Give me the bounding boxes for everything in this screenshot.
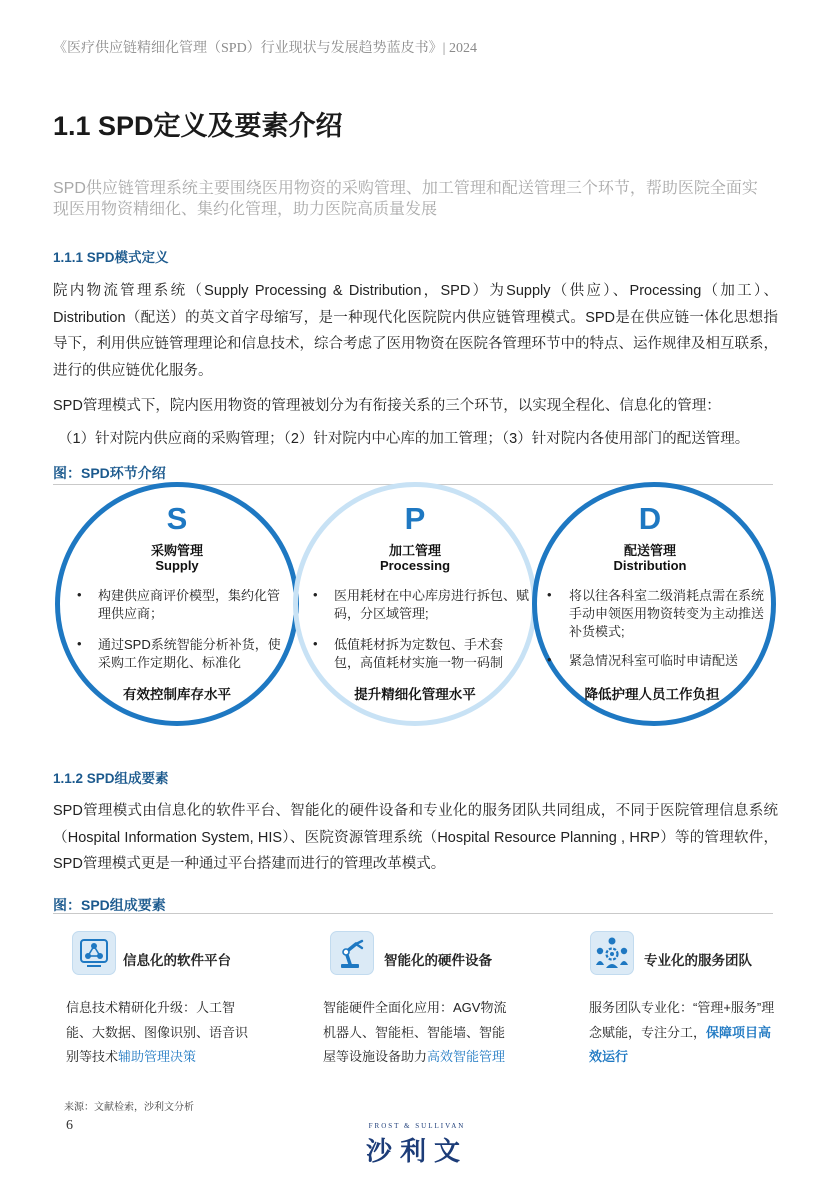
component-title-service: 专业化的服务团队 [644, 953, 752, 968]
definition-paragraph: 院内物流管理系统（Supply Processing & Distribution，SPD）为Supply（供应）、Processing（加工）、Distribution（配送）的英文首字母缩写，是一种现代化医院院内供应链管理模式。SPD是在供应链一体化思想指导下，利用供应链管理理论和信息技术，综合考虑了医用物资在医院各管理环节中的特点、运作规律及相互联系，进行的供应链优化服务。 [53, 283, 778, 379]
figure-label-spd-stages: 图：SPD环节介绍 [53, 465, 166, 481]
component-title-software: 信息化的软件平台 [123, 953, 231, 968]
bullet-text-distribution-2: 紧急情况科室可临时申请配送 [569, 653, 739, 668]
section-intro: SPD供应链管理系统主要围绕医用物资的采购管理、加工管理和配送管理三个环节，帮助医院全面实现医用物资精细化、集约化管理，助力医院高质量发展 [53, 180, 758, 218]
three-stages-paragraph: （1）针对院内供应商的采购管理；（2）针对院内中心库的加工管理；（3）针对院内各使用部门的配送管理。 [58, 431, 750, 447]
letter-p: P [404, 501, 426, 536]
stage-name-en-distribution: Distribution [613, 558, 687, 573]
letter-s: S [166, 501, 188, 536]
components-paragraph: SPD管理模式由信息化的软件平台、智能化的硬件设备和专业化的服务团队共同组成，不同于医院管理信息系统（Hospital Information System, HIS）、医院资源管理系统（Hospital Resource Planning , HRP）等的管理软件，SPD管理模式更是一种通过平台搭建而进行的管理改革模式。 [53, 803, 778, 872]
bullet-text-supply-1: 构建供应商评价模型，集约化管理供应商； [98, 588, 281, 621]
stage-outcome-supply: 有效控制库存水平 [123, 687, 231, 702]
source-note: 来源：文献检索，沙利文分析 [64, 1102, 194, 1113]
bullet-marker: • [77, 587, 82, 602]
bullet-marker: • [313, 636, 318, 651]
stage-outcome-distribution: 降低护理人员工作负担 [584, 687, 720, 702]
network-icon [72, 931, 116, 975]
figure-label-spd-components: 图：SPD组成要素 [53, 897, 166, 913]
logo-wordmark-en: FROST & SULLIVAN [368, 1122, 466, 1130]
figure-divider [53, 913, 773, 914]
bullet-text-processing-1: 医用耗材在中心库房进行拆包、赋码，分区域管理; [334, 588, 530, 621]
team-icon [590, 931, 634, 975]
robot-arm-icon [330, 931, 374, 975]
component-desc-text: 信息技术精研化升级：人工智能、大数据、图像识别、语音识别等技术 [66, 1000, 249, 1064]
section-title: 1.1 SPD定义及要素介绍 [53, 111, 343, 141]
bullet-marker: • [313, 587, 318, 602]
bullet-text-distribution-1: 将以往各科室二级消耗点需在系统手动申领医用物资转变为主动推送补货模式; [569, 588, 765, 639]
running-header: 《医疗供应链精细化管理（SPD）行业现状与发展趋势蓝皮书》| 2024 [53, 41, 477, 56]
subsection-heading-components: 1.1.2 SPD组成要素 [53, 771, 169, 786]
bullet-text-supply-2: 通过SPD系统智能分析补货，使采购工作定期化、标准化 [98, 637, 281, 670]
stage-name-cn-distribution: 配送管理 [623, 543, 676, 558]
bullet-text-processing-2: 低值耗材拆为定数包、手术套包，高值耗材实施一物一码制 [334, 637, 504, 670]
component-desc-software [66, 996, 249, 1070]
letter-d: D [638, 501, 662, 536]
bullet-marker: • [77, 636, 82, 651]
component-desc-text: 服务团队专业化：“管理+服务”理念赋能，专注分工， [589, 1000, 775, 1040]
subsection-heading-definition: 1.1.1 SPD模式定义 [53, 250, 169, 265]
component-desc-highlight: 辅助管理决策 [118, 1049, 197, 1064]
stage-outcome-processing: 提升精细化管理水平 [354, 687, 476, 702]
stage-name-cn-supply: 采购管理 [150, 543, 203, 558]
component-desc-service [589, 996, 779, 1070]
stage-name-en-supply: Supply [155, 558, 199, 573]
bullet-marker: • [547, 652, 552, 667]
component-desc-hardware [323, 996, 515, 1070]
stage-name-cn-processing: 加工管理 [388, 543, 441, 558]
stage-name-en-processing: Processing [379, 558, 451, 573]
component-desc-text: 智能硬件全面化应用：AGV物流机器人、智能柜、智能墙、智能屋等设施设备助力 [323, 1000, 507, 1064]
component-desc-highlight: 保障项目高效运行 [589, 1024, 772, 1064]
page-number: 6 [66, 1118, 73, 1133]
bullet-marker: • [547, 587, 552, 602]
component-desc-highlight: 高效智能管理 [427, 1049, 506, 1064]
logo-wordmark-cn: 沙利文 [365, 1136, 468, 1166]
management-paragraph: SPD管理模式下，院内医用物资的管理被划分为有衔接关系的三个环节，以实现全程化、信息化的管理： [53, 398, 721, 414]
component-title-hardware: 智能化的硬件设备 [384, 953, 492, 968]
